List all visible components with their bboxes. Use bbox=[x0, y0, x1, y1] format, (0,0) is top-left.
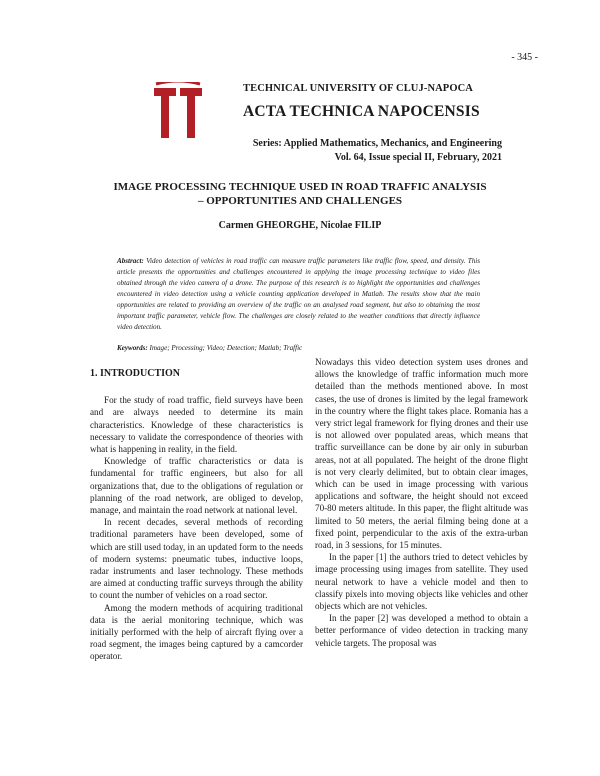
page-number: - 345 - bbox=[511, 52, 538, 63]
article-title bbox=[0, 180, 600, 208]
journal-series-block bbox=[253, 137, 502, 165]
section-heading: 1. INTRODUCTION bbox=[90, 368, 181, 379]
body-paragraph: Nowadays this video detection system uses drones and allows the knowledge of traffic information much more detailed than the methods mentioned above. In most cases, the use of drones is limited by the legal framework in the country where the flight takes place. Romania has a very strict legal framework for flying drones and their use is not allowed over populated areas, which means that traffic surveillance can be done by air only in suburban areas, not at all populated. The height of the drone flight is not very clearly delimited, but to obtain clear images, which can be used in image processing with various applications and software, the height should not exceed 70-80 meters altitude. In this paper, the flight altitude was limited to 50 meters, the aerial filming being done at a fixed point, perpendicular to the axis of the extra-urban road, in 3 sessions, for 15 minutes. bbox=[315, 357, 528, 551]
body-paragraph: Knowledge of traffic characteristics or data is fundamental for traffic engineers, but also for all organizations that, due to the obligations of regulation or planning of the road network, are obliged to develop, manage, and maintain the road network at national level. bbox=[90, 456, 303, 516]
volume-line: Vol. 64, Issue special II, February, 2021 bbox=[334, 152, 502, 163]
title-line-1: IMAGE PROCESSING TECHNIQUE USED IN ROAD TRAFFIC ANALYSIS bbox=[113, 181, 487, 193]
title-line-2: – OPPORTUNITIES AND CHALLENGES bbox=[197, 195, 403, 207]
keywords-text: Image; Processing; Video; Detection; Matlab; Traffic bbox=[147, 344, 303, 352]
body-paragraph: In the paper [1] the authors tried to detect vehicles by image processing using images from satellite. They used neural network to have a vehicle model and then to classify pixels into moving objects like vehicles and other objects which are not vehicles. bbox=[315, 552, 528, 612]
right-column bbox=[315, 356, 528, 649]
abstract-text: Video detection of vehicles in road traffic can measure traffic parameters like traffic flow, speed, and density. This article presents the opportunities and challenges encountered in applying the image processing technique to video files obtained through the video camera of a drone. The purpose of this research is to highlight the opportunities and challenges encountered in video detection using a vehicle counting application developed in Matlab. The results show that the main opportunities are related to providing an overview of the traffic on an analysed road segment, but also to obtaining the most important traffic parameter, vehicle flow. The challenges are closely related to the weather conditions that directly influence video detection. bbox=[117, 257, 480, 331]
body-paragraph: For the study of road traffic, field surveys have been and are always needed to determine its main characteristics. Knowledge of these characteristics is necessary to validate the correspondence of theories with what is happening in reality, in the field. bbox=[90, 395, 303, 455]
left-column bbox=[90, 368, 303, 663]
university-name: TECHNICAL UNIVERSITY OF CLUJ-NAPOCA bbox=[243, 83, 473, 94]
body-paragraph: In recent decades, several methods of recording traditional parameters have been developed, some of which are still used today, in an updated form to the needs of modern systems: pneumatic tubes, inductive loops, radar instruments and laser technology. These methods are aimed at conducting traffic surveys through the ability to count the number of vehicles on a road sector. bbox=[90, 517, 303, 601]
series-line: Series: Applied Mathematics, Mechanics, and Engineering bbox=[252, 138, 502, 149]
body-paragraph: In the paper [2] was developed a method to obtain a better performance of video detection in tracking many vehicle targets. The proposal was bbox=[315, 613, 528, 648]
abstract bbox=[117, 256, 480, 333]
logo-right-mark bbox=[180, 88, 202, 138]
keywords-label: Keywords: bbox=[117, 344, 148, 352]
logo-arc bbox=[156, 82, 200, 84]
logo-left-mark bbox=[154, 88, 176, 138]
body-paragraph: Among the modern methods of acquiring traditional data is the aerial monitoring technique, which was initially performed with the help of aircraft flying over a road segment, the images being captured by a camcorder operator. bbox=[90, 602, 303, 662]
journal-name: ACTA TECHNICA NAPOCENSIS bbox=[243, 103, 480, 120]
keywords bbox=[117, 343, 480, 354]
journal-header bbox=[243, 83, 543, 121]
journal-logo bbox=[152, 82, 204, 142]
article-authors: Carmen GHEORGHE, Nicolae FILIP bbox=[218, 220, 382, 231]
abstract-label: Abstract: bbox=[117, 257, 144, 265]
